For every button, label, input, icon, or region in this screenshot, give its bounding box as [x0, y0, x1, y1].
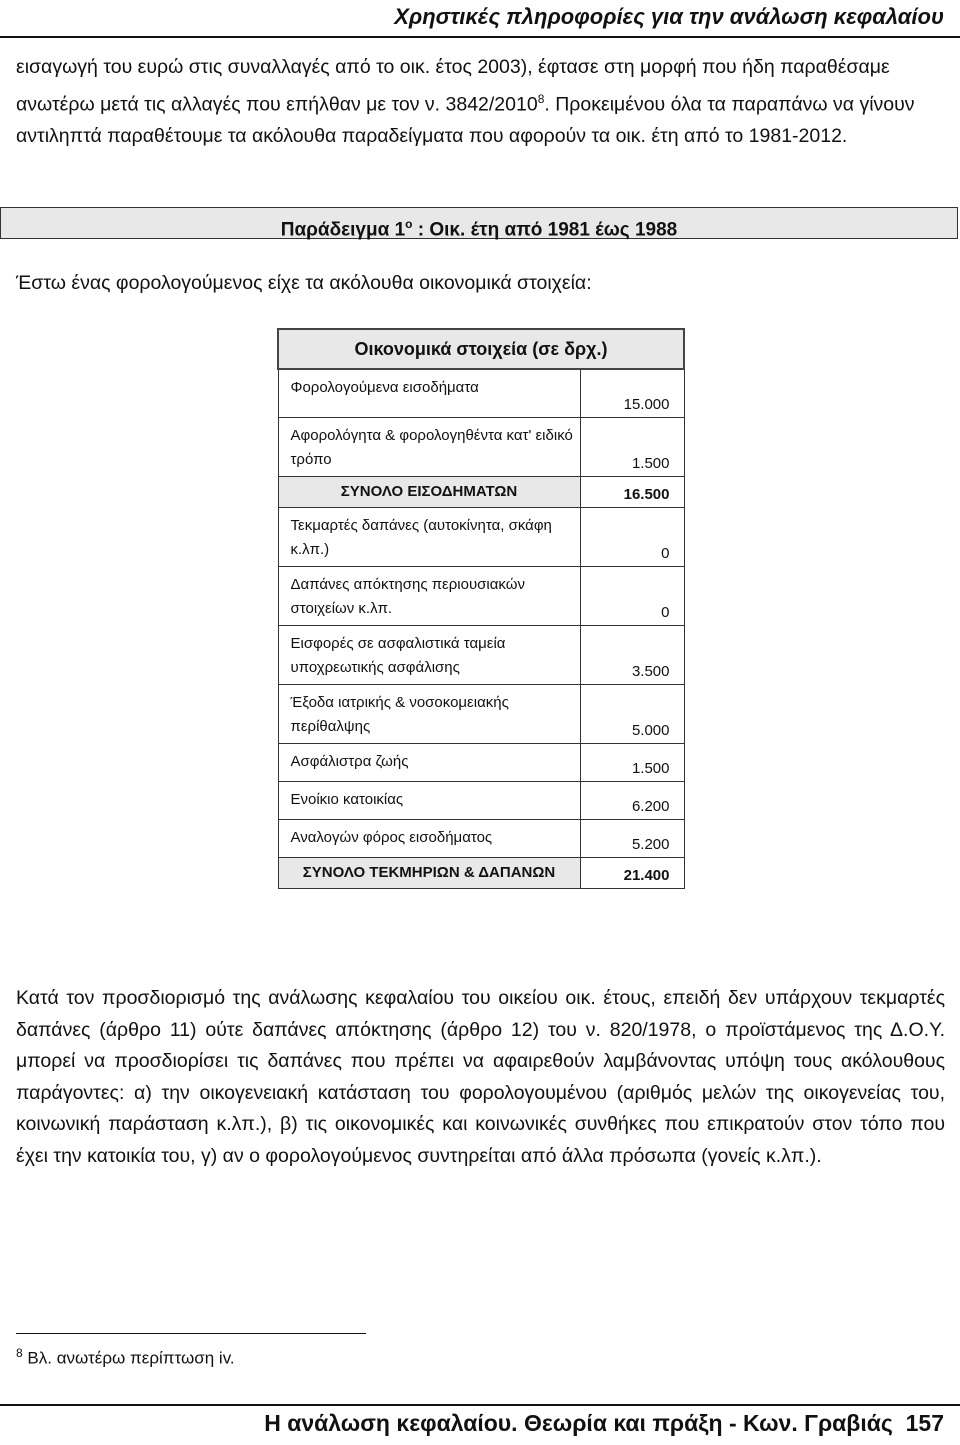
table-row	[278, 782, 684, 820]
financial-data-table	[277, 328, 685, 889]
footnote-number: 8	[16, 1346, 23, 1360]
page-footer	[264, 1410, 944, 1437]
table-row	[278, 418, 684, 477]
total-expenses-value: 21.400	[580, 858, 684, 889]
body-paragraph: Κατά τον προσδιορισμό της ανάλωσης κεφαλαίου του οικείου οικ. έτους, επειδή δεν υπάρχουν τεκμαρτές δαπάνες (άρθρο 11) ούτε δαπάνες απόκτησης (άρθρο 12) του ν. 820/1978, ο προϊστάμενος της Δ.Ο.Υ. μπορεί να προσδιορίσει τις δαπάνες που πρέπει να αφαιρεθούν λαμβάνοντας υπόψη τους ακόλουθους παράγοντες: α) την οικογενειακή κατάσταση του φορολογουμένου (αριθμός μελών της οικογενείας του, κοινωνική παράσταση κ.λπ.), β) τις οικονομικές και κοινωνικές συνθήκες που επικρατούν στον τόπο που έχει την κατοικία του, γ) αν ο φορολογούμενος συντηρείται από άλλα πρόσωπα (γονείς κ.λπ.).	[16, 987, 945, 1167]
footnote	[16, 1346, 235, 1369]
row-label: Φορολογούμενα εισοδήματα	[278, 369, 580, 418]
total-income-label: ΣΥΝΟΛΟ ΕΙΣΟΔΗΜΑΤΩΝ	[278, 477, 580, 508]
row-label: Δαπάνες απόκτησης περιουσιακών στοιχείων κ.λπ.	[278, 567, 580, 626]
header-divider	[0, 36, 960, 38]
total-expenses-label: ΣΥΝΟΛΟ ΤΕΚΜΗΡΙΩΝ & ΔΑΠΑΝΩΝ	[278, 858, 580, 889]
table-row	[278, 369, 684, 418]
page-number: 157	[905, 1410, 944, 1436]
total-income-value: 16.500	[580, 477, 684, 508]
example-ordinal: ο	[405, 217, 413, 231]
intro-text-1: εισαγωγή του ευρώ στις συναλλαγές από το οικ. έτος 2003), έφτασε στη μορφή που ήδη παραθέσαμε ανωτέρω μετά τις αλλαγές που επήλθαν με τον ν. 3842/2010	[16, 56, 890, 115]
row-label: Ασφάλιστρα ζωής	[278, 744, 580, 782]
example-suffix: : Οικ. έτη από 1981 έως 1988	[412, 219, 678, 241]
page-header-title: Χρηστικές πληροφορίες για την ανάλωση κεφαλαίου	[394, 4, 944, 29]
row-label: Αφορολόγητα & φορολογηθέντα κατ' ειδικό τρόπο	[278, 418, 580, 477]
lead-sentence: Έστω ένας φορολογούμενος είχε τα ακόλουθα οικονομικά στοιχεία:	[16, 272, 592, 294]
row-value: 5.200	[580, 820, 684, 858]
table-row-total	[278, 858, 684, 889]
row-value: 1.500	[580, 744, 684, 782]
row-label: Αναλογών φόρος εισοδήματος	[278, 820, 580, 858]
example-heading	[0, 207, 958, 239]
row-value: 5.000	[580, 685, 684, 744]
row-value: 0	[580, 567, 684, 626]
row-value: 0	[580, 508, 684, 567]
row-label: Έξοδα ιατρικής & νοσοκομειακής περίθαλψης	[278, 685, 580, 744]
row-label: Εισφορές σε ασφαλιστικά ταμεία υποχρεωτικής ασφάλισης	[278, 626, 580, 685]
row-label: Ενοίκιο κατοικίας	[278, 782, 580, 820]
table-title: Οικονομικά στοιχεία (σε δρχ.)	[278, 329, 684, 369]
intro-text-2: . Προκειμένου όλα τα παραπάνω να γίνουν αντιληπτά παραθέτουμε τα ακόλουθα παραδείγματα που αφορούν τα οικ. έτη από το 1981-2012.	[16, 93, 915, 147]
footer-divider	[0, 1404, 960, 1406]
row-value: 6.200	[580, 782, 684, 820]
example-prefix: Παράδειγμα 1	[280, 219, 406, 241]
table-row-total	[278, 477, 684, 508]
table-row	[278, 820, 684, 858]
table-row	[278, 744, 684, 782]
row-label: Τεκμαρτές δαπάνες (αυτοκίνητα, σκάφη κ.λπ.)	[278, 508, 580, 567]
table-row	[278, 508, 684, 567]
table-row	[278, 567, 684, 626]
table-row	[278, 685, 684, 744]
footnote-ref[interactable]: 8	[537, 91, 545, 106]
row-value: 15.000	[580, 369, 684, 418]
table-row	[278, 626, 684, 685]
footer-text: Η ανάλωση κεφαλαίου. Θεωρία και πράξη - Κων. Γραβιάς	[264, 1410, 893, 1436]
row-value: 1.500	[580, 418, 684, 477]
row-value: 3.500	[580, 626, 684, 685]
intro-paragraph	[16, 52, 946, 152]
footnote-text: Βλ. ανωτέρω περίπτωση iv.	[22, 1348, 235, 1368]
footnote-divider	[16, 1333, 366, 1334]
